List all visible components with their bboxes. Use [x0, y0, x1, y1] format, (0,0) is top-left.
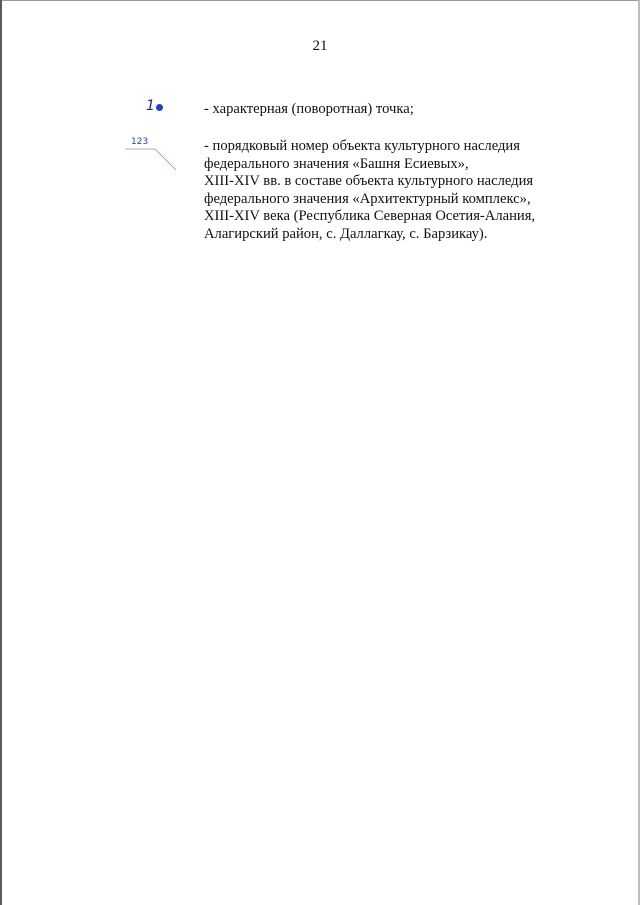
point-symbol-label: 1 [146, 98, 155, 114]
legend-text-line: Алагирский район, с. Даллагкау, с. Барзикау). [204, 225, 488, 242]
object-number-symbol-label: 123 [131, 137, 149, 147]
legend-text-line: XIII-XIV века (Республика Северная Осетия-Алания, [204, 208, 536, 224]
page-number: 21 [312, 38, 328, 54]
legend-text-line: федерального значения «Башня Есиевых», [204, 155, 469, 172]
object-number-legend-symbol [123, 137, 183, 177]
legend-text-line: XIII-XIV вв. в составе объекта культурного наследия [204, 173, 534, 189]
object-number-legend-description [204, 138, 535, 243]
point-legend-description: - характерная (поворотная) точка; [204, 101, 414, 117]
scan-edge-top [0, 0, 640, 1]
legend-text-line: федерального значения «Архитектурный комплекс», [204, 190, 531, 207]
point-legend-symbol [146, 99, 170, 117]
scan-edge-left [0, 0, 2, 905]
legend-text-line: - порядковый номер объекта культурного наследия [204, 138, 520, 154]
point-marker-icon [156, 104, 163, 111]
